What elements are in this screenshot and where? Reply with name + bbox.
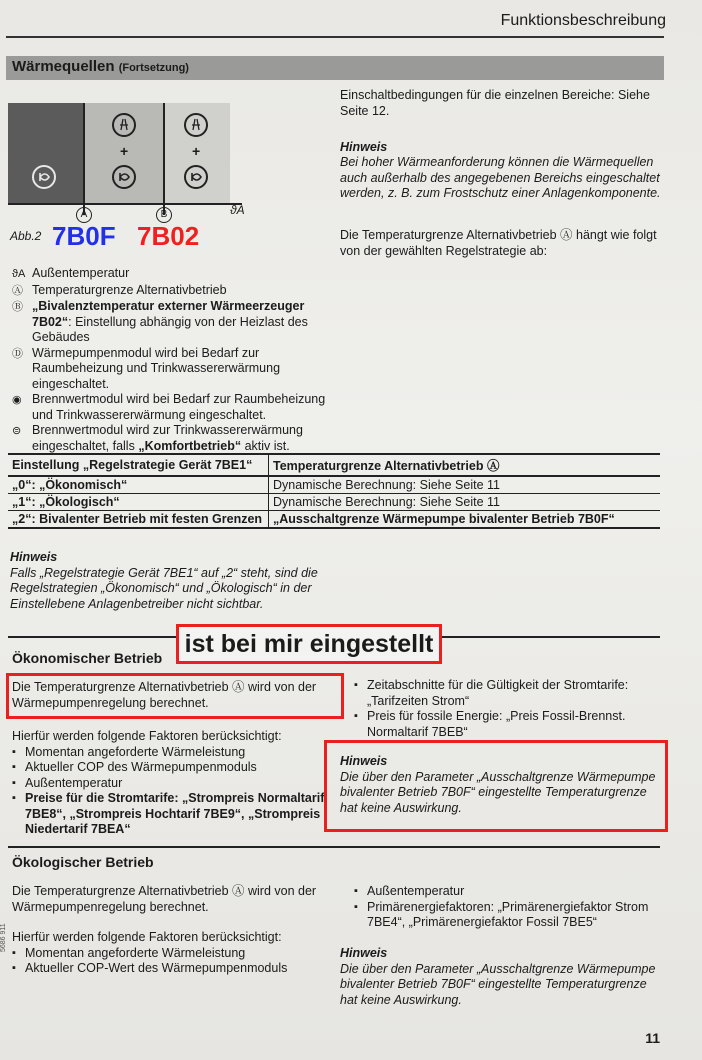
list-item: ▪ Preise für die Stromtarife: „Strompreis Normaltarif 7BE8“, „Strompreis Hochtarif 7BE9“, „Strompreis Niedertarif 7BEA“ — [25, 791, 334, 838]
section-rule — [8, 846, 660, 848]
header-title: Funktionsbeschreibung — [500, 12, 666, 29]
note-text: Falls „Regelstrategie Gerät 7BE1“ auf „2“ steht, sind die Regelstrategien „Ökonomisch“ und „Ökologisch“ in der Einstellebene Anlagenbetreiber nicht sichtbar. — [10, 565, 318, 611]
table-cell: „0“: „Ökonomisch“ — [8, 476, 269, 494]
heatpump-icon — [184, 113, 208, 137]
legend-item — [12, 346, 330, 393]
legend-text: Wärmepumpenmodul wird bei Bedarf zur Raumbeheizung und Trinkwassererwärmung eingeschaltet. — [32, 345, 281, 391]
list-item: ▪ Momentan angeforderte Wärmeleistung — [25, 745, 334, 761]
factors-intro: Hierfür werden folgende Faktoren berücksichtigt: — [12, 930, 282, 944]
strategy-table — [8, 453, 660, 529]
table-header: Temperaturgrenze Alternativbetrieb Ⓐ — [269, 454, 661, 476]
axis-label: ϑA — [230, 203, 245, 217]
legend-symbol: Ⓑ — [12, 301, 23, 313]
factor-list — [354, 884, 662, 931]
list-item: ▪ Primärenergiefaktoren: „Primärenergiefaktor Strom 7BE4“, „Primärenergiefaktor Fossil 7BE5“ — [367, 900, 662, 931]
side-code: 5686 911 — [0, 923, 7, 952]
table-cell: Dynamische Berechnung: Siehe Seite 11 — [269, 476, 661, 494]
oeko-paragraph: Die Temperaturgrenze Alternativbetrieb Ⓐ wird von der Wärmepumpenregelung berechnet. — [12, 680, 317, 710]
section-title-text: Wärmequellen — [12, 58, 115, 75]
oeko-right-factors — [354, 678, 662, 740]
oekol-paragraph: Die Temperaturgrenze Alternativbetrieb Ⓐ wird von der Wärmepumpenregelung berechnet. — [12, 884, 317, 914]
legend-item — [12, 266, 330, 283]
legend-text: Temperaturgrenze Alternativbetrieb — [32, 282, 227, 297]
table-cell: „1“: „Ökologisch“ — [8, 494, 269, 511]
legend-text: Brennwertmodul wird zur Trinkwassererwärmung eingeschaltet, falls — [32, 423, 303, 453]
oekol-right-factors — [354, 884, 662, 931]
list-item: ▪ Aktueller COP-Wert des Wärmepumpenmoduls — [25, 961, 334, 977]
heatpump-icon — [112, 113, 136, 137]
table-note — [10, 550, 340, 612]
plus-icon: + — [192, 143, 201, 159]
burner-dhw-icon — [184, 165, 208, 189]
note-title: Hinweis — [10, 550, 58, 564]
list-item: ▪ Momentan angeforderte Wärmeleistung — [25, 946, 334, 962]
legend-bold: „Bivalenztemperatur externer Wärmeerzeuger 7B02“ — [32, 299, 305, 329]
marker-b: B — [156, 207, 172, 223]
table-header: Einstellung „Regelstrategie Gerät 7BE1“ — [8, 454, 269, 476]
factor-list — [12, 745, 334, 838]
factor-list — [12, 946, 334, 977]
section-oekonomisch-title: Ökonomischer Betrieb — [12, 650, 163, 666]
oeko-factors — [12, 729, 334, 838]
list-item: ▪ Außentemperatur — [367, 884, 662, 900]
oekol-factors — [12, 930, 334, 977]
burner-icon: ◉ — [12, 394, 22, 406]
list-item: ▪ Preis für fossile Energie: „Preis Fossil-Brennst. Normaltarif 7BEB“ — [367, 709, 662, 740]
heatpump-icon: Ⓓ — [12, 347, 23, 360]
hinweis-text: Die über den Parameter „Ausschaltgrenze Wärmepumpe bivalenter Betrieb 7B0F“ eingestellte Temperaturgrenze hat keine Auswirkung. — [340, 769, 656, 815]
legend-item — [12, 423, 330, 454]
section-header — [6, 36, 664, 82]
figure-caption: Abb.2 — [10, 229, 42, 243]
legend-text: Außentemperatur — [32, 266, 130, 280]
boundary-a-line — [83, 103, 85, 215]
oekol-hinweis — [340, 946, 656, 1008]
legend-text: : Einstellung abhängig von der Heizlast des Gebäudes — [32, 314, 308, 344]
legend-symbol: Ⓐ — [12, 284, 23, 297]
legend-item — [12, 283, 330, 300]
table-row — [8, 494, 660, 511]
factor-list — [354, 678, 662, 740]
hinweis-title: Hinweis — [340, 754, 388, 768]
handwritten-annotation: ist bei mir eingestellt — [176, 624, 442, 664]
hinweis-title: Hinweis — [340, 946, 388, 960]
legend-bold: „Komfortbetrieb“ — [138, 438, 242, 453]
legend-symbol: ϑA — [12, 268, 26, 280]
legend-text: Brennwertmodul wird bei Bedarf zur Raumbeheizung und Trinkwassererwärmung eingeschaltet. — [32, 392, 326, 422]
section-subtitle: (Fortsetzung) — [118, 62, 189, 74]
legend-item — [12, 299, 330, 346]
handwritten-code-a: 7B0F — [52, 221, 116, 251]
list-item: ▪ Außentemperatur — [25, 776, 334, 792]
hinweis-text: Die über den Parameter „Ausschaltgrenze Wärmepumpe bivalenter Betrieb 7B0F“ eingestellte Temperaturgrenze hat keine Auswirkung. — [340, 961, 656, 1007]
temperature-axis — [8, 203, 242, 205]
burner-icon — [32, 165, 56, 189]
oeko-hinweis — [340, 754, 656, 816]
table-row — [8, 511, 660, 529]
section-oekologisch-title: Ökologischer Betrieb — [12, 854, 154, 870]
boundary-b-line — [163, 103, 165, 215]
burner-icon — [112, 165, 136, 189]
marker-a: A — [76, 207, 92, 223]
list-item: ▪ Zeitabschnitte für die Gültigkeit der Stromtarife: „Tarifzeiten Strom“ — [367, 678, 662, 709]
plus-icon: + — [120, 143, 129, 159]
factors-intro: Hierfür werden folgende Faktoren berücksichtigt: — [12, 729, 282, 743]
handwritten-code-b: 7B02 — [137, 221, 200, 251]
page-number: 11 — [645, 1030, 660, 1046]
heat-source-diagram — [8, 103, 248, 221]
table-cell: Dynamische Berechnung: Siehe Seite 11 — [269, 494, 661, 511]
strategy-paragraph: Die Temperaturgrenze Alternativbetrieb Ⓐ hängt wie folgt von der gewählten Regelstrategie ab: — [340, 228, 657, 258]
burner-dhw-icon: ⊜ — [12, 425, 22, 437]
figure-legend — [12, 266, 330, 454]
list-item: ▪ Aktueller COP des Wärmepumpenmoduls — [25, 760, 334, 776]
legend-item — [12, 392, 330, 423]
table-cell: „Ausschaltgrenze Wärmepumpe bivalenter Betrieb 7B0F“ — [269, 511, 661, 529]
table-row — [8, 476, 660, 494]
section-title — [12, 58, 189, 75]
hinweis-text: Bei hoher Wärmeanforderung können die Wärmequellen auch außerhalb des angegebenen Bereichs eingeschaltet werden, z. B. zum Frostschutz einer Anlagenkomponente. — [340, 155, 661, 200]
intro-paragraph: Einschaltbedingungen für die einzelnen Bereiche: Siehe Seite 12. — [340, 88, 650, 118]
table-header-row — [8, 454, 660, 476]
table-cell: „2“: Bivalenter Betrieb mit festen Grenzen — [8, 511, 269, 529]
legend-text: aktiv ist. — [241, 438, 290, 453]
hinweis-title: Hinweis — [340, 140, 388, 154]
